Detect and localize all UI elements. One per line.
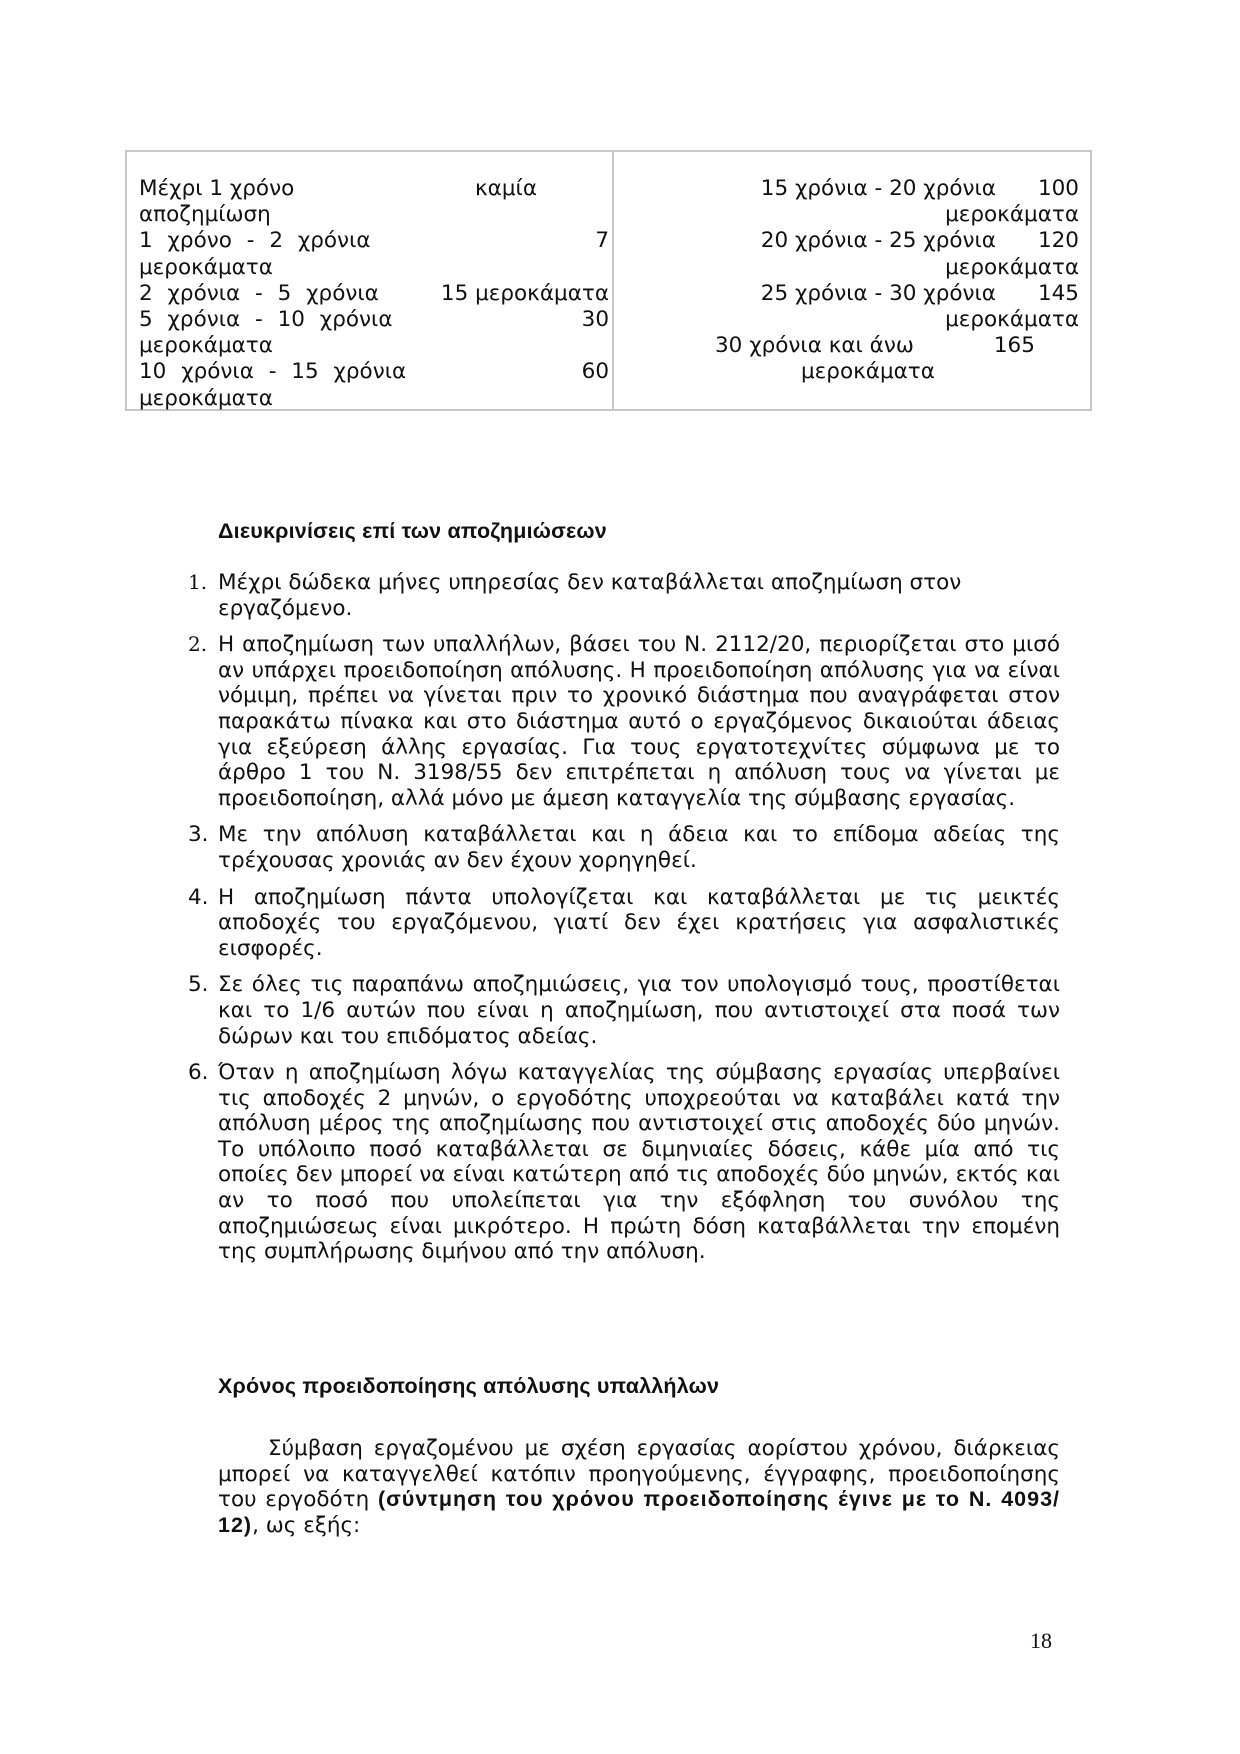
list-item-number: 2. [188, 632, 208, 657]
clarifications-list [188, 570, 1060, 1276]
list-item [188, 972, 1060, 1049]
entry-label: 2 χρόνια - 5 χρόνια [139, 280, 379, 306]
list-item-number: 3. [188, 822, 209, 848]
list-item-number: 6. [188, 1060, 209, 1086]
paragraph-text: Σύμβαση εργαζομένου με σχέση εργασίας αορίστου χρόνου, διάρκειας μπορεί να καταγγελθεί κατόπιν προηγούμενης, έγγραφης, προειδοποίησης του εργοδότη [218, 1436, 1060, 1513]
entry-value: 7 [595, 228, 609, 254]
list-item-text: Η αποζημίωση πάντα υπολογίζεται και καταβάλλεται με τις μεικτές αποδοχές του εργαζόμενου, γιατί δεν έχει κρατήσεις για ασφαλιστικές εισφορές. [218, 884, 1060, 961]
list-item [188, 1060, 1060, 1265]
entry-value: 120 [1037, 228, 1079, 254]
notice-period-paragraph [218, 1436, 1060, 1538]
entry-value: 100 [1037, 176, 1079, 201]
table-column-divider [612, 152, 614, 409]
list-item [188, 822, 1060, 873]
entry-continuation: μεροκάματα [945, 307, 1079, 333]
list-item-number: 4. [188, 884, 209, 910]
table-entry [139, 359, 609, 411]
entry-value: 15 μεροκάματα [440, 280, 609, 306]
table-entry [627, 228, 1079, 280]
entry-label: 25 χρόνια - 30 χρόνια [760, 280, 996, 306]
entry-continuation: μεροκάματα [945, 202, 1079, 228]
list-item [188, 885, 1060, 962]
entry-value: 145 [1037, 280, 1079, 306]
section-heading-notice-period: Χρόνος προειδοποίησης απόλυσης υπαλλήλων [218, 1374, 720, 1398]
entry-label: 15 χρόνια - 20 χρόνια [760, 176, 996, 201]
table-entry [139, 228, 609, 280]
table-entry [627, 176, 1079, 228]
list-item [188, 632, 1060, 811]
list-item [188, 570, 1060, 621]
list-item-number: 5. [188, 972, 209, 998]
entry-value: 60 [581, 359, 609, 385]
list-item-text: Μέχρι δώδεκα μήνες υπηρεσίας δεν καταβάλλεται αποζημίωση στον εργαζόμενο. [218, 570, 962, 621]
entry-continuation: μεροκάματα [945, 254, 1079, 280]
section-heading-clarifications: Διευκρινίσεις επί των αποζημιώσεων [218, 519, 607, 543]
entry-label: 20 χρόνια - 25 χρόνια [760, 228, 996, 254]
table-right-column [627, 176, 1079, 386]
table-entry [139, 281, 609, 307]
entry-value: 30 [581, 307, 609, 333]
table-entry [139, 307, 609, 359]
table-entry [139, 176, 609, 228]
table-entry [627, 281, 1079, 333]
entry-label: 10 χρόνια - 15 χρόνια [139, 359, 407, 385]
entry-continuation: μεροκάματα [139, 254, 273, 280]
entry-continuation: μεροκάματα [139, 333, 273, 359]
entry-value: 165 [993, 333, 1035, 359]
severance-table [125, 150, 1092, 411]
list-item-text: Με την απόλυση καταβάλλεται και η άδεια και το επίδομα αδείας της τρέχουσας χρονιάς αν δεν έχουν χορηγηθεί. [218, 822, 1060, 873]
entry-label: 5 χρόνια - 10 χρόνια [139, 307, 393, 333]
entry-label: 1 χρόνο - 2 χρόνια [139, 228, 371, 254]
list-item-text: Η αποζημίωση των υπαλλήλων, βάσει του Ν. 2112/20, περιορίζεται στο μισό αν υπάρχει προειδοποίηση απόλυσης. Η προειδοποίηση απόλυσης για να είναι νόμιμη, πρέπει να γίνεται πριν το χρονικό διάστημα που αναγράφεται στον παρακάτω πίνακα και στο διάστημα αυτό ο εργαζόμενος δικαιούται άδειας για εξεύρεση άλλης εργασίας. Για τους εργατοτεχνίτες σύμφωνα με το άρθρο 1 του Ν. 3198/55 δεν επιτρέπεται η απόλυση τους να γίνεται με προειδοποίηση, αλλά μόνο με άμεση καταγγελία της σύμβασης εργασίας. [218, 632, 1060, 811]
list-item-text: Όταν η αποζημίωση λόγω καταγγελίας της σύμβασης εργασίας υπερβαίνει τις αποδοχές 2 μηνών, ο εργοδότης υποχρεούται να καταβάλει κατά την απόλυση μέρος της αποζημίωσης που αντιστοιχεί στις αποδοχές δύο μηνών. Το υπόλοιπο ποσό καταβάλλεται σε διμηνιαίες δόσεις, κάθε μία από τις οποίες δεν μπορεί να είναι κατώτερη από τις αποδοχές δύο μηνών, εκτός και αν το ποσό που υπολείπεται για την εξόφληση του συνόλου της αποζημιώσεως είναι μικρότερο. Η πρώτη δόση καταβάλλεται την επομένη της συμπλήρωσης διμήνου από την απόλυση. [218, 1060, 1060, 1265]
page-number: 18 [1030, 1628, 1052, 1653]
paragraph-bold-note: (σύντμηση του χρόνου προειδοποίησης έγινε με το Ν. 4093/ 12) [218, 1487, 1060, 1537]
entry-continuation: μεροκάματα [801, 359, 935, 385]
paragraph-text-end: , ως εξής: [252, 1512, 361, 1538]
entry-continuation: μεροκάματα [139, 385, 273, 411]
entry-continuation: αποζημίωση [139, 202, 271, 228]
entry-value: καμία [475, 176, 537, 201]
entry-label: 30 χρόνια και άνω [715, 333, 914, 359]
table-left-column [139, 176, 609, 412]
table-entry [627, 333, 1079, 385]
list-item-text: Σε όλες τις παραπάνω αποζημιώσεις, για τον υπολογισμό τους, προστίθεται και το 1/6 αυτών που είναι η αποζημίωση, που αντιστοιχεί στα ποσά των δώρων και του επιδόματος αδείας. [218, 972, 1060, 1049]
entry-label: Μέχρι 1 χρόνο [139, 176, 295, 201]
list-item-number: 1. [188, 570, 208, 594]
